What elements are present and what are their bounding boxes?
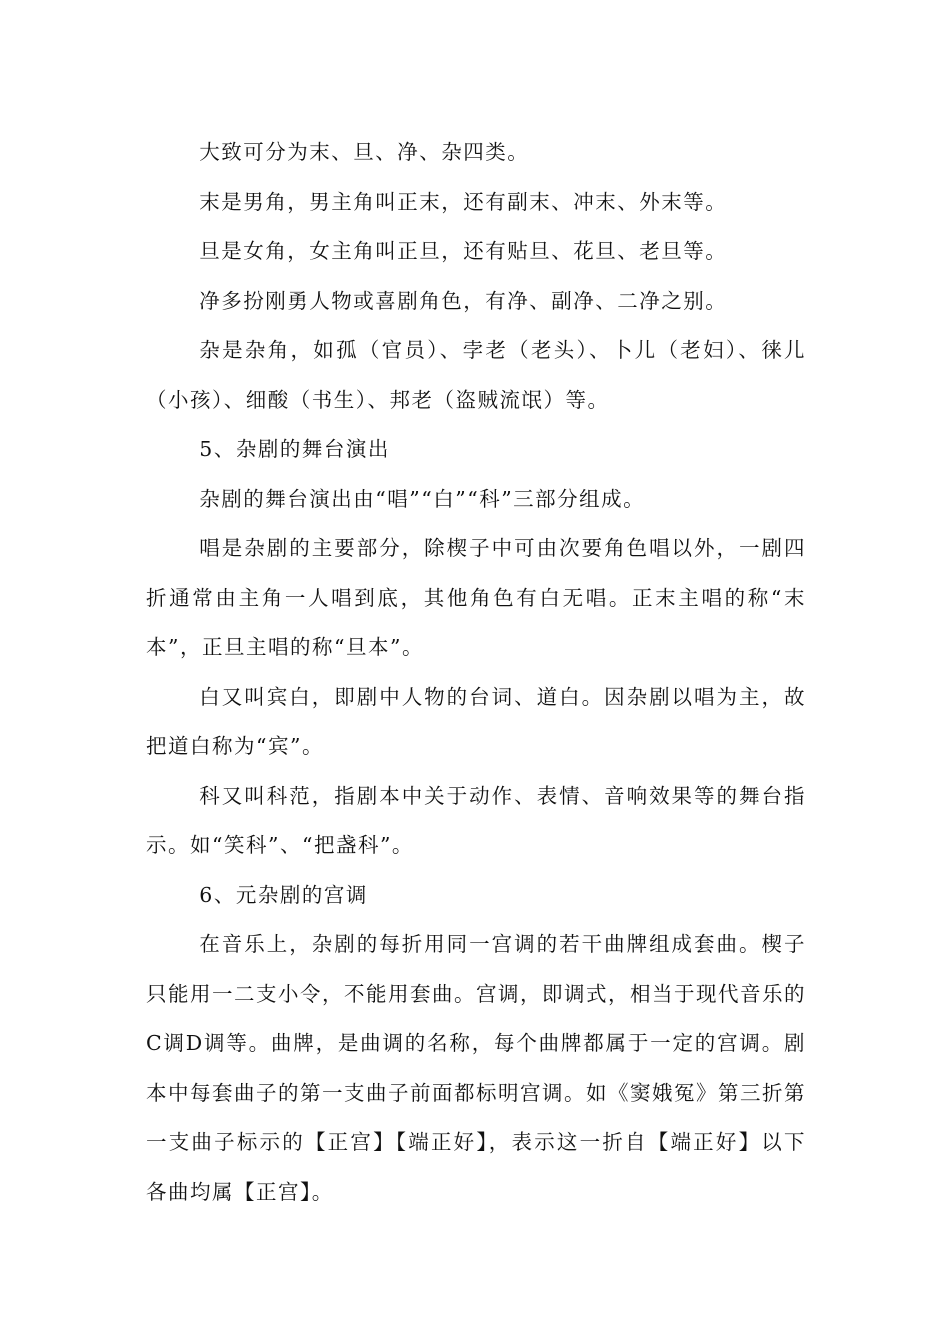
paragraph-mo-role: 末是男角，男主角叫正末，还有副末、冲末、外末等。 xyxy=(199,189,728,214)
paragraph-singing: 唱是杂剧的主要部分，除楔子中可由次要角色唱以外，一剧四折通常由主角一人唱到底，其他角色有白无唱。正末主唱的称“末本”，正旦主唱的称“旦本”。 xyxy=(146,536,806,659)
paragraph-performance-parts: 杂剧的舞台演出由“唱”“白”“科”三部分组成。 xyxy=(199,486,646,511)
paragraph-role-categories: 大致可分为末、旦、净、杂四类。 xyxy=(199,140,530,164)
section-heading-stage-performance: 5、杂剧的舞台演出 xyxy=(199,437,390,461)
section-heading-gongdiao: 6、元杂剧的宫调 xyxy=(199,882,368,907)
document-page xyxy=(146,128,806,1217)
paragraph-music-modes: 在音乐上，杂剧的每折用同一宫调的若干曲牌组成套曲。楔子只能用一二支小令，不能用套曲。宫调，即调式，相当于现代音乐的C调D调等。曲牌，是曲调的名称，每个曲牌都属于一定的宫调。剧本中每套曲子的第一支曲子前面都标明宫调。如《窦娥冤》第三折第一支曲子标示的【正宫】【端正好】，表示这一折自【端正好】以下各曲均属【正宫】。 xyxy=(146,932,806,1204)
paragraph-dan-role: 旦是女角，女主角叫正旦，还有贴旦、花旦、老旦等。 xyxy=(199,239,728,263)
paragraph-jing-role: 净多扮刚勇人物或喜剧角色，有净、副净、二净之别。 xyxy=(199,288,728,313)
paragraph-dialogue: 白又叫宾白，即剧中人物的台词、道白。因杂剧以唱为主，故把道白称为“宾”。 xyxy=(146,684,806,758)
paragraph-stage-directions: 科又叫科范，指剧本中关于动作、表情、音响效果等的舞台指示。如“笑科”、“把盏科”。 xyxy=(146,783,806,857)
paragraph-za-role: 杂是杂角，如孤（官员）、孛老（老头）、卜儿（老妇）、徕儿（小孩）、细酸（书生）、邦老（盗贼流氓）等。 xyxy=(146,338,806,412)
